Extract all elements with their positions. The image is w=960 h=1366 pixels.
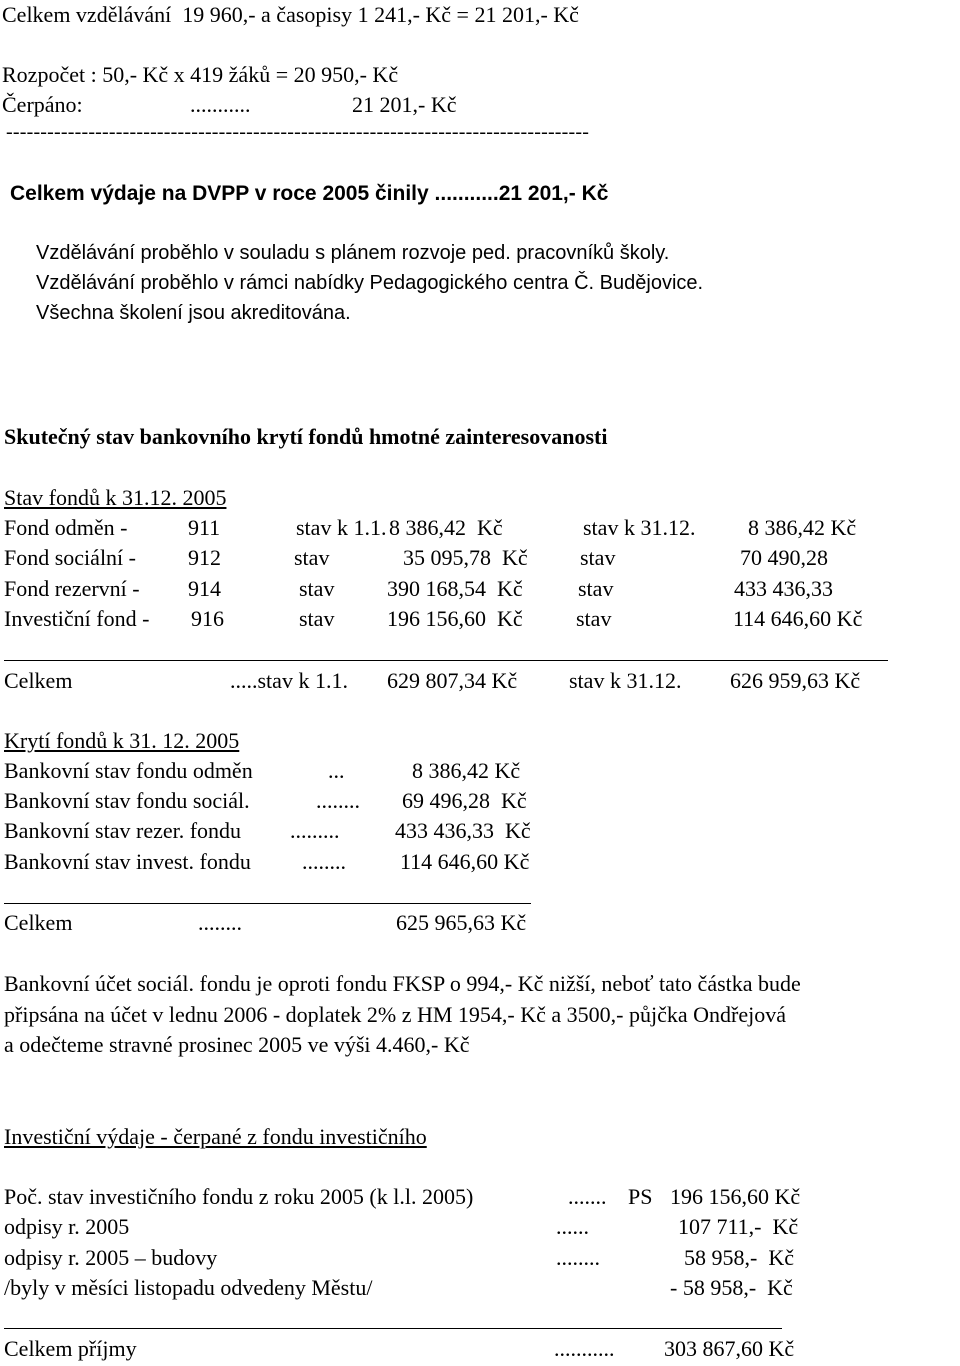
invest-value: 58 958,- Kč bbox=[684, 1245, 794, 1270]
fund-state-end-value: 114 646,60 Kč bbox=[733, 606, 863, 631]
fund-state-start-value: 196 156,60 Kč bbox=[387, 606, 523, 631]
fund-code: 912 bbox=[188, 545, 221, 570]
coverage-value: 8 386,42 Kč bbox=[412, 758, 521, 783]
coverage-value: 433 436,33 Kč bbox=[395, 818, 531, 843]
fund-name: Investiční fond - bbox=[4, 606, 150, 631]
fund-state-end-value: 70 490,28 bbox=[740, 545, 828, 570]
coverage-label: Bankovní stav fondu odměn bbox=[4, 758, 253, 783]
invest-dots: ...... bbox=[556, 1214, 589, 1239]
fund-state-end-value: 8 386,42 Kč bbox=[748, 515, 857, 540]
remark-line-3: a odečteme stravné prosinec 2005 ve výši 4.460,- Kč bbox=[4, 1032, 470, 1057]
funds-total-end-label: stav k 31.12. bbox=[569, 668, 682, 693]
invest-label: odpisy r. 2005 bbox=[4, 1214, 130, 1239]
coverage-dots: ........ bbox=[302, 849, 346, 874]
fund-state-start-value: 35 095,78 Kč bbox=[403, 545, 528, 570]
funds-heading: Skutečný stav bankovního krytí fondů hmotné zainteresovanosti bbox=[4, 424, 608, 449]
spent-label: Čerpáno: bbox=[2, 92, 83, 117]
funds-total-start-label: .....stav k 1.1. bbox=[230, 668, 348, 693]
coverage-total-value: 625 965,63 Kč bbox=[396, 910, 527, 935]
coverage-value: 69 496,28 Kč bbox=[402, 788, 527, 813]
fund-state-start-label: stav bbox=[294, 545, 330, 570]
invest-value: 196 156,60 Kč bbox=[670, 1184, 801, 1209]
invest-total-value: 303 867,60 Kč bbox=[664, 1336, 795, 1361]
invest-total-label: Celkem příjmy bbox=[4, 1336, 137, 1361]
fund-state-end-value: 433 436,33 bbox=[734, 576, 833, 601]
invest-total-dots: ........... bbox=[554, 1336, 615, 1361]
invest-label: Poč. stav investičního fondu z roku 2005 (k l.l. 2005) bbox=[4, 1184, 474, 1209]
invest-dots: ........ bbox=[556, 1245, 600, 1270]
funds-total-start-value: 629 807,34 Kč bbox=[387, 668, 518, 693]
fund-state-start-label: stav k 1.1. bbox=[296, 515, 387, 540]
invest-label: /byly v měsíci listopadu odvedeny Městu/ bbox=[4, 1275, 373, 1300]
spent-value: 21 201,- Kč bbox=[352, 92, 457, 117]
funds-total-label: Celkem bbox=[4, 668, 73, 693]
invest-dots: ....... bbox=[568, 1184, 607, 1209]
note-line-1: Vzdělávání proběhlo v souladu s plánem rozvoje ped. pracovníků školy. bbox=[36, 242, 670, 264]
fund-code: 911 bbox=[188, 515, 221, 540]
fund-state-end-label: stav bbox=[580, 545, 616, 570]
spent-dots: ........... bbox=[190, 92, 251, 117]
fund-state-start-value: 390 168,54 Kč bbox=[387, 576, 523, 601]
invest-total-divider bbox=[4, 1328, 782, 1329]
invest-label: odpisy r. 2005 – budovy bbox=[4, 1245, 218, 1270]
budget-line: Rozpočet : 50,- Kč x 419 žáků = 20 950,- Kč bbox=[2, 62, 399, 87]
fund-name: Fond sociální - bbox=[4, 545, 136, 570]
coverage-dots: ... bbox=[328, 758, 345, 783]
note-line-2: Vzdělávání proběhlo v rámci nabídky Pedagogického centra Č. Budějovice. bbox=[36, 272, 704, 294]
invest-heading: Investiční výdaje - čerpané z fondu investičního bbox=[4, 1124, 427, 1149]
fund-state-end-label: stav k 31.12. bbox=[583, 515, 696, 540]
fund-state-end-label: stav bbox=[576, 606, 612, 631]
fund-code: 914 bbox=[188, 576, 221, 601]
funds-total-end-value: 626 959,63 Kč bbox=[730, 668, 861, 693]
coverage-total-dots: ........ bbox=[198, 910, 242, 935]
coverage-value: 114 646,60 Kč bbox=[400, 849, 530, 874]
coverage-dots: ......... bbox=[290, 818, 340, 843]
funds-total-divider bbox=[4, 660, 888, 661]
fund-state-start-label: stav bbox=[299, 606, 335, 631]
remark-line-1: Bankovní účet sociál. fondu je oproti fondu FKSP o 994,- Kč nižší, neboť tato částka bude bbox=[4, 971, 801, 996]
fund-name: Fond odměn - bbox=[4, 515, 128, 540]
coverage-total-label: Celkem bbox=[4, 910, 73, 935]
coverage-total-divider bbox=[4, 903, 531, 904]
coverage-label: Bankovní stav invest. fondu bbox=[4, 849, 251, 874]
fund-state-start-value: 8 386,42 Kč bbox=[389, 515, 503, 540]
dash-separator: ------------------------------------------------------------------------------------- bbox=[6, 121, 590, 143]
coverage-dots: ........ bbox=[316, 788, 360, 813]
invest-prefix: PS bbox=[628, 1184, 653, 1209]
funds-date-line: Stav fondů k 31.12. 2005 bbox=[4, 485, 227, 510]
coverage-label: Bankovní stav fondu sociál. bbox=[4, 788, 250, 813]
fund-state-start-label: stav bbox=[299, 576, 335, 601]
coverage-label: Bankovní stav rezer. fondu bbox=[4, 818, 242, 843]
education-total-line: Celkem vzdělávání 19 960,- a časopisy 1 241,- Kč = 21 201,- Kč bbox=[2, 2, 579, 27]
fund-code: 916 bbox=[191, 606, 224, 631]
invest-value: - 58 958,- Kč bbox=[670, 1275, 793, 1300]
note-line-3: Všechna školení jsou akreditována. bbox=[36, 302, 351, 324]
coverage-heading: Krytí fondů k 31. 12. 2005 bbox=[4, 728, 240, 753]
fund-name: Fond rezervní - bbox=[4, 576, 140, 601]
remark-line-2: připsána na účet v lednu 2006 - doplatek 2% z HM 1954,- Kč a 3500,- půjčka Ondřejová bbox=[4, 1002, 786, 1027]
invest-value: 107 711,- Kč bbox=[678, 1214, 799, 1239]
dvpp-total: Celkem výdaje na DVPP v roce 2005 činily ...........21 201,- Kč bbox=[10, 182, 609, 205]
fund-state-end-label: stav bbox=[578, 576, 614, 601]
